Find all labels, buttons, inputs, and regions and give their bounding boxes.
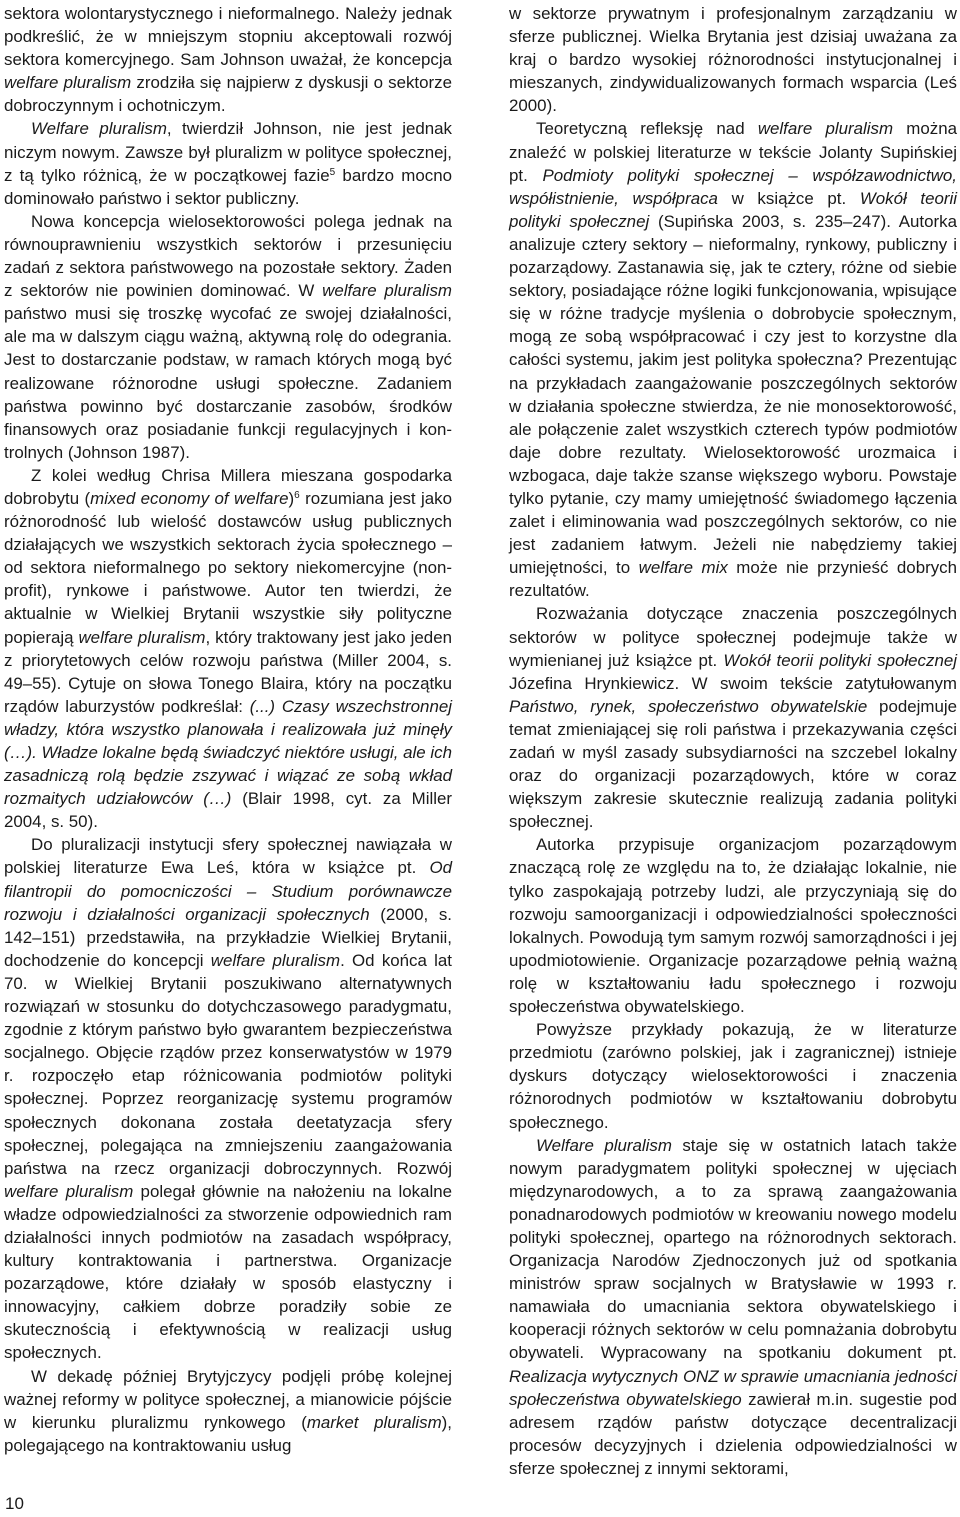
italic-text: welfare pluralism (757, 119, 894, 139)
body-text: Rozważania dotyczące znaczenia poszczególnych sektorów w polityce społecznej podejmuje także w wymienianej już książce pt. (509, 604, 957, 670)
italic-text: mixed economy of welfare (90, 488, 289, 508)
body-text: ) (288, 488, 295, 508)
italic-text: welfare pluralism (4, 73, 132, 93)
body-text: (Supińska 2003, s. 235–247). Autorka analizuje cztery sektory – nieformalny, rynkowy, publiczny i pozarządowy. Zastanawia się, jak te cztery, różne od siebie sektory, posiadające różne logiki funkcjonowania, wpisujące się w różne tradycje myślenia o dobrobycie społecznym, mogą ze sobą współpracować i czy jest to korzystne dla całości systemu, jakim jest polityka społeczna? Prezentując na przykładach zaangażowanie poszczególnych sektorów w działania społeczne stwierdza, że nie monosektorowość, ale połączenie zalet wszystkich czterech typów podmiotów daje dobre rezultaty. Wielosektorowość urozmaica i wzbogaca, daje także szanse większego wyboru. Powstaje tylko pytanie, czy mamy umiejętność świadomego łączenia zalet i eliminowania wad poszczególnych sektorów, co nie jest zadaniem łatwym. Jeżeli nie nabędziemy takiej umiejętności, to (509, 211, 957, 578)
body-text: rozumiana jest jako różnorodność lub wielość dostawców usług publicznych działających we wszystkich sektorach życia społecznego – od sektora nieformalnego po sektory niekomercyjne (non-profit), rynkowe i państwowe. Autor ten twierdzi, że aktualnie w Wielkiej Brytanii wszystkie siły polityczne popierają (4, 488, 452, 647)
paragraph (4, 464, 452, 834)
paragraph (509, 1018, 957, 1133)
body-text: , twierdził Johnson, nie jest jednak niczym nowym. Zawsze był pluralizm w polityce społecznej, z tą tylko różnicą, że w początkowej fazie (4, 119, 452, 185)
body-text: Nowa koncepcja wielosektorowości polega jednak na równouprawnieniu wszystkich sektorów i przesunięciu zadań z sektora państwowego na pozostałe sektory. Żaden z sektorów nie powinien dominować. W (4, 211, 452, 301)
italic-text: welfare pluralism (322, 281, 452, 301)
body-text: ), polegającego na kontraktowaniu usług (4, 1412, 452, 1455)
body-text: zrodziła się najpierw z dyskusji o sektorze dobroczynnym i ochotniczym. (4, 73, 452, 116)
italic-text: Realizacja wytycznych ONZ w sprawie umacniania jedności społeczeństwa obywatelskiego (509, 1366, 957, 1409)
italic-text: welfare pluralism (4, 1181, 134, 1201)
italic-text: welfare pluralism (210, 950, 341, 970)
body-text: zawierał m.in. sugestie pod adresem rządów państw dotyczące decentralizacji procesów decyzyjnych i dzielenia odpowiedzialności w sferze społecznej z innymi sektorami, (509, 1389, 958, 1478)
body-text: Powyższe przykłady pokazują, że w literaturze przedmiotu (zarówno polskiej, jak i zagranicznej) istnieje dyskurs dotyczący wielosektorowości i znaczenia różnorodnych podmiotów w kształtowaniu dobrobytu społecznego. (509, 1020, 957, 1132)
italic-text: Wokół teorii polityki społecznej (723, 650, 957, 670)
body-text: (Blair 1998, cyt. za Miller 2004, s. 50). (4, 789, 452, 832)
body-text: polegał głównie na nałożeniu na lokalne władze odpowiedzialności za stworzenie odpowiednich ram działalności innych podmiotów na zasadach współpracy, kultury kontraktowania i partnerstwa. Organizacje pozarządowe, które działały w sposób elastyczny i innowacyjny, całkiem dobrze poradziły sobie ze skutecznością i efektywnością w realizacji usług społecznych. (4, 1181, 452, 1363)
body-text: Teoretyczną refleksję nad (536, 119, 758, 139)
paragraph (509, 602, 957, 833)
footnote-marker: 6 (294, 489, 300, 501)
body-text: Autorka przypisuje organizacjom pozarządowym znaczącą rolę ze względu na to, że działając lokalnie, nie tylko zaspokajają potrzeby ludzi, ale przyczyniają się do rozwoju samoorganizacji i odpowiedzialności społeczności lokalnych. Powodują tym samym rozwój samorządności i jej upodmiotowienie. Organizacje pozarządowe pełnią ważną rolę w kształtowaniu ładu społecznego i rozwoju społeczeństwa obywatelskiego. (509, 835, 957, 1017)
paragraph (4, 117, 452, 209)
body-text: bardzo mocno dominowało państwo i sektor publiczny. (4, 165, 452, 208)
footnote-marker: 5 (329, 166, 336, 178)
body-text: może nie przynieść dobrych rezultatów. (509, 558, 958, 601)
paragraph (4, 833, 452, 1364)
paragraph (4, 210, 452, 464)
body-text: (2000, s. 142–151) przedstawiła, na przykładzie Wielkiej Brytanii, dochodzenie do koncepcji (4, 904, 453, 970)
paragraph (509, 833, 957, 1018)
paragraph (509, 117, 957, 602)
italic-text: welfare pluralism (78, 627, 206, 647)
body-text: podejmuje temat zmieniającej się roli państwa i przekazywania części zadań w myśl zasady subsydiarności na szczebel lokalny oraz do organizacji pozarządowych, które w coraz większym zakresie skutecznie realizują zadania polityki społecznej. (509, 696, 957, 832)
italic-text: Podmioty polityki społecznej – współzawodnictwo, współistnienie, współpraca (509, 165, 957, 208)
paragraph (509, 1134, 957, 1480)
italic-text: Welfare pluralism (31, 119, 167, 139)
body-text: W dekadę później Brytyjczycy podjęli próbę kolejnej ważnej reformy w polityce społecznej, a mianowicie pójście w kierunku pluralizmu rynkowego ( (4, 1366, 452, 1432)
body-text: państwo musi się troszkę wycofać ze swojej działalności, ale ma w dalszym ciągu ważną, aktywną rolę do odegrania. Jest to dostarczanie podstaw, w ramach których mogą być realizowane różnorodne usługi społeczne. Zadaniem państwa powinno być dostarczanie zasobów, środków finansowych oraz posiadanie funkcji regulacyjnych i kontrolnych (Johnson 1987). (4, 304, 452, 462)
italic-text: Państwo, rynek, społeczeństwo obywatelskie (509, 696, 868, 716)
body-text: . Od końca lat 70. w Wielkiej Brytanii poszukiwano alternatywnych rozwiązań w stosunku do dotychczasowego paradygmatu, zgodnie z którym państwo było gwarantem bezpieczeństwa socjalnego. Objęcie rządów przez konserwatystów w 1979 r. rozpoczęło etap różnicowania podmiotów polityki społecznej. Poprzez reorganizację systemu programów społecznych dokonana została deetatyzacja sfery społecznej, polegająca na zmniejszeniu zaangażowania państwa na rzecz organizacji dobroczynnych. Rozwój (4, 950, 452, 1178)
italic-text: welfare mix (638, 558, 728, 578)
body-text: , który traktowany jest jako jeden z priorytetowych celów rozwoju państwa (Miller 2004, s. 49–55). Cytuje on słowa Tonego Blaira, który na początku rządów laburzystów podkreślał: (4, 627, 452, 716)
body-text: w książce pt. (717, 188, 860, 208)
italic-text: Wokół teorii polityki społecznej (509, 188, 957, 231)
body-text: sektora wolontarystycznego i nieformalnego. Należy jednak podkreślić, że w mniejszym stopniu akceptowali rozwój sektora komercyjnego. Sam Johnson uważał, że koncepcja (4, 4, 452, 70)
italic-text: (...) Czasy wszechstronnej władzy, która wszystko planowała i realizowała już minęły (…). Władze lokalne będą świadczyć niektóre usługi, ale ich zasadniczą rolą będzie zszywać i wiązać ze sobą wkład rozmaitych udziałowców (…) (4, 696, 452, 809)
left-column (4, 2, 452, 1457)
page-number: 10 (5, 1494, 24, 1513)
body-text: można znaleźć w polskiej literaturze w tekście Jolanty Supińskiej pt. (509, 119, 957, 185)
italic-text: Od filantropii do pomocniczości – Studium porównawcze rozwoju i działalności organizacji społecznych (4, 858, 452, 924)
paragraph (4, 2, 452, 117)
right-column (509, 2, 957, 1480)
paragraph (4, 1365, 452, 1457)
body-text: Z kolei według Chrisa Millera mieszana gospodarka dobrobytu ( (4, 465, 452, 508)
body-text: w sektorze prywatnym i profesjonalnym zarządzaniu w sferze publicznej. Wielka Brytania jest dzisiaj uważana za kraj o bardzo wysokiej różnorodności instytucjonalnej i mieszanych, zindywidualizowanych formach wsparcia (Leś 2000). (509, 4, 957, 116)
italic-text: market pluralism (306, 1412, 442, 1432)
paragraph (509, 2, 957, 117)
body-text: staje się w ostatnich latach także nowym paradygmatem polityki społecznej w ujęciach międzynarodowych, a to za sprawą zaangażowania ponadnarodowych podmiotów w kreowaniu nowego modelu polityki społecznej, opartego na różnorodnych sektorach. Organizacja Narodów Zjednoczonych już od spotkania ministrów spraw socjalnych w Bratysławie w 1993 r. namawiała do umacniania sektora obywatelskiego i kooperacji różnych sektorów w celu pomnażania dobrobytu obywateli. Wypracowany na spotkaniu dokument pt. (509, 1135, 957, 1363)
body-text: Do pluralizacji instytucji sfery społecznej nawiązała w polskiej literaturze Ewa Leś, która w książce pt. (4, 835, 452, 878)
body-text: Józefina Hrynkiewicz. W swoim tekście zatytułowanym (509, 673, 957, 693)
italic-text: Welfare pluralism (536, 1135, 672, 1155)
